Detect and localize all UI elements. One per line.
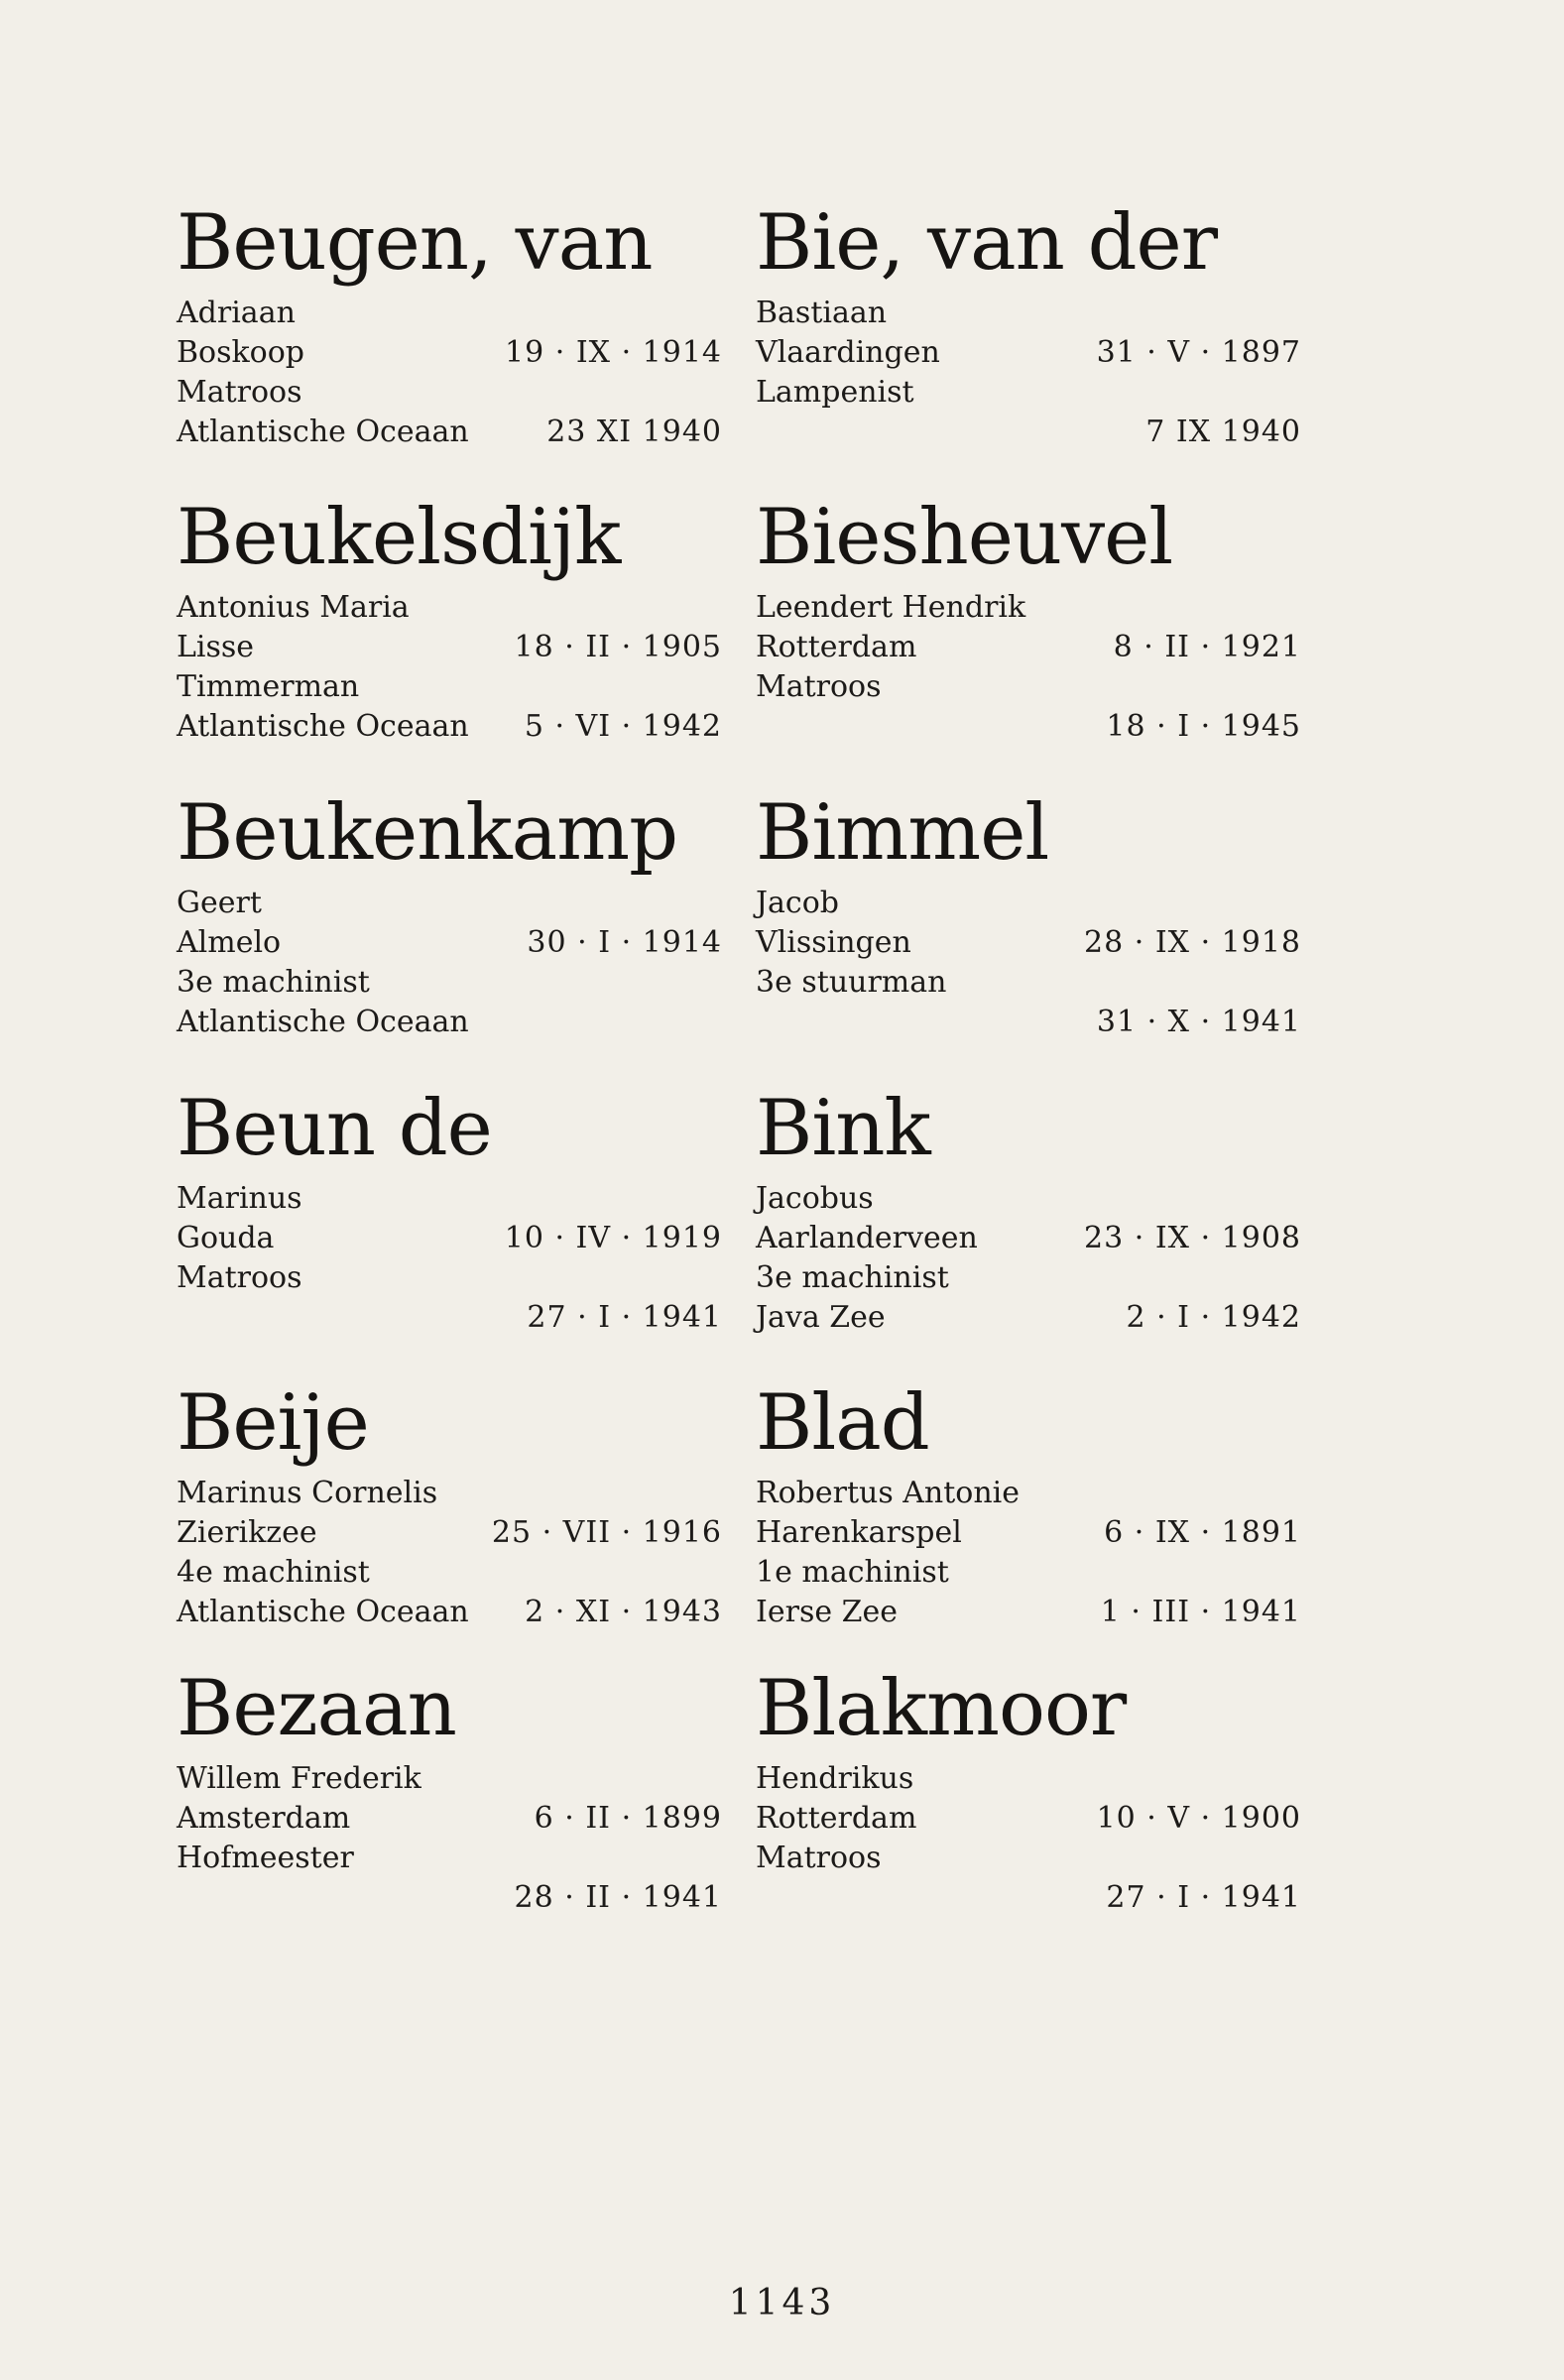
birth-row [177, 628, 722, 667]
occupation-row [177, 1839, 722, 1878]
death-date: 23 XI 1940 [546, 415, 722, 449]
birth-date: 28 · IX · 1918 [1084, 925, 1301, 960]
first-names-row [756, 294, 1301, 333]
birthplace: Lisse [177, 630, 255, 664]
birthplace: Gouda [177, 1221, 275, 1255]
death-row [756, 1003, 1301, 1042]
birth-row [177, 923, 722, 963]
birth-date: 31 · V · 1897 [1096, 335, 1301, 370]
first-names: Jacobus [756, 1181, 874, 1216]
surname: Bie, van der [756, 198, 1217, 288]
birthplace: Boskoop [177, 335, 305, 370]
occupation-row [177, 373, 722, 413]
entry-beukenkamp [177, 788, 722, 1076]
death-place: Atlantische Oceaan [177, 709, 469, 744]
surname: Blad [756, 1378, 929, 1468]
death-date: 5 · VI · 1942 [524, 709, 722, 744]
first-names-row [756, 1759, 1301, 1799]
occupation: 1e machinist [756, 1555, 949, 1590]
birthplace: Rotterdam [756, 630, 917, 664]
birth-date: 18 · II · 1905 [514, 630, 722, 664]
first-names: Geert [177, 886, 262, 920]
first-names: Willem Frederik [177, 1761, 421, 1796]
surname: Bimmel [756, 788, 1049, 878]
death-row [177, 413, 722, 452]
death-row [756, 1593, 1301, 1632]
occupation-row [756, 1553, 1301, 1593]
first-names-row [756, 1474, 1301, 1513]
entry-bink [756, 1084, 1301, 1371]
surname: Bink [756, 1084, 930, 1173]
first-names: Antonius Maria [177, 590, 410, 625]
occupation: Timmerman [177, 669, 360, 704]
death-date: 7 IX 1940 [1145, 415, 1301, 449]
death-date: 2 · I · 1942 [1126, 1300, 1301, 1335]
entry-beije [177, 1378, 722, 1666]
death-row [177, 1003, 722, 1042]
death-row [177, 707, 722, 747]
occupation: 3e machinist [177, 965, 370, 1000]
surname: Beije [177, 1378, 369, 1468]
birth-row [177, 1799, 722, 1839]
birth-row [756, 333, 1301, 373]
death-row [756, 1298, 1301, 1338]
first-names-row [756, 884, 1301, 923]
birth-row [756, 1219, 1301, 1258]
birth-row [177, 1513, 722, 1553]
first-names: Robertus Antonie [756, 1476, 1021, 1510]
entry-beugen [177, 198, 722, 486]
birthplace: Vlissingen [756, 925, 911, 960]
death-place: Atlantische Oceaan [177, 1595, 469, 1629]
occupation: Hofmeester [177, 1841, 354, 1875]
surname: Beugen, van [177, 198, 653, 288]
death-row [756, 1878, 1301, 1918]
death-row [756, 413, 1301, 452]
birthplace: Harenkarspel [756, 1515, 962, 1550]
first-names-row [756, 1179, 1301, 1219]
occupation-row [177, 667, 722, 707]
occupation-row [756, 1258, 1301, 1298]
entry-bie-van-der [756, 198, 1301, 486]
first-names-row [177, 588, 722, 628]
birth-row [756, 1513, 1301, 1553]
birth-row [177, 1219, 722, 1258]
occupation: Matroos [177, 1260, 302, 1295]
first-names: Marinus [177, 1181, 302, 1216]
first-names-row [756, 588, 1301, 628]
first-names-row [177, 294, 722, 333]
entry-bimmel [756, 788, 1301, 1076]
first-names: Adriaan [177, 296, 296, 330]
entry-beukelsdijk [177, 493, 722, 780]
first-names: Marinus Cornelis [177, 1476, 438, 1510]
death-place: Atlantische Oceaan [177, 1005, 469, 1039]
birth-date: 25 · VII · 1916 [491, 1515, 722, 1550]
death-row [177, 1298, 722, 1338]
birth-row [177, 333, 722, 373]
birthplace: Amsterdam [177, 1801, 351, 1836]
death-date: 31 · X · 1941 [1096, 1005, 1301, 1039]
occupation-row [177, 1258, 722, 1298]
surname: Beun de [177, 1084, 492, 1173]
birth-row [756, 628, 1301, 667]
first-names: Hendrikus [756, 1761, 914, 1796]
birthplace: Zierikzee [177, 1515, 317, 1550]
first-names-row [177, 1474, 722, 1513]
death-row [756, 707, 1301, 747]
occupation-row [756, 1839, 1301, 1878]
birth-row [756, 923, 1301, 963]
first-names-row [177, 1759, 722, 1799]
birth-date: 8 · II · 1921 [1113, 630, 1301, 664]
death-place: Java Zee [756, 1300, 886, 1335]
death-place: Ierse Zee [756, 1595, 898, 1629]
surname: Blakmoor [756, 1664, 1127, 1753]
death-date: 18 · I · 1945 [1106, 709, 1301, 744]
surname: Beukelsdijk [177, 493, 621, 582]
death-place: Atlantische Oceaan [177, 415, 469, 449]
occupation-row [756, 373, 1301, 413]
occupation-row [177, 1553, 722, 1593]
death-date: 27 · I · 1941 [1106, 1880, 1301, 1915]
birth-date: 6 · II · 1899 [534, 1801, 722, 1836]
death-row [177, 1878, 722, 1918]
occupation: 3e stuurman [756, 965, 947, 1000]
entry-bezaan [177, 1664, 722, 1952]
surname: Beukenkamp [177, 788, 678, 878]
birth-date: 10 · V · 1900 [1096, 1801, 1301, 1836]
birthplace: Aarlanderveen [756, 1221, 978, 1255]
entry-beun-de [177, 1084, 722, 1371]
death-date: 2 · XI · 1943 [525, 1595, 722, 1629]
occupation: Matroos [756, 669, 882, 704]
birthplace: Vlaardingen [756, 335, 940, 370]
entry-blakmoor [756, 1664, 1301, 1952]
occupation-row [756, 667, 1301, 707]
occupation: Lampenist [756, 375, 914, 410]
first-names: Bastiaan [756, 296, 888, 330]
birth-date: 19 · IX · 1914 [505, 335, 722, 370]
occupation-row [756, 963, 1301, 1003]
occupation-row [177, 963, 722, 1003]
death-date: 1 · III · 1941 [1100, 1595, 1301, 1629]
surname: Bezaan [177, 1664, 456, 1753]
death-date: 27 · I · 1941 [527, 1300, 722, 1335]
birth-date: 23 · IX · 1908 [1084, 1221, 1301, 1255]
occupation: Matroos [756, 1841, 882, 1875]
birthplace: Almelo [177, 925, 282, 960]
entry-biesheuvel [756, 493, 1301, 780]
birth-date: 10 · IV · 1919 [504, 1221, 722, 1255]
occupation: 4e machinist [177, 1555, 370, 1590]
first-names-row [177, 1179, 722, 1219]
birthplace: Rotterdam [756, 1801, 917, 1836]
occupation: Matroos [177, 375, 302, 410]
death-date: 28 · II · 1941 [514, 1880, 722, 1915]
birth-row [756, 1799, 1301, 1839]
first-names-row [177, 884, 722, 923]
first-names: Leendert Hendrik [756, 590, 1026, 625]
birth-date: 30 · I · 1914 [527, 925, 722, 960]
entry-blad [756, 1378, 1301, 1666]
page-number: 1143 [728, 2283, 836, 2323]
death-row [177, 1593, 722, 1632]
occupation: 3e machinist [756, 1260, 949, 1295]
surname: Biesheuvel [756, 493, 1173, 582]
first-names: Jacob [756, 886, 839, 920]
birth-date: 6 · IX · 1891 [1104, 1515, 1301, 1550]
